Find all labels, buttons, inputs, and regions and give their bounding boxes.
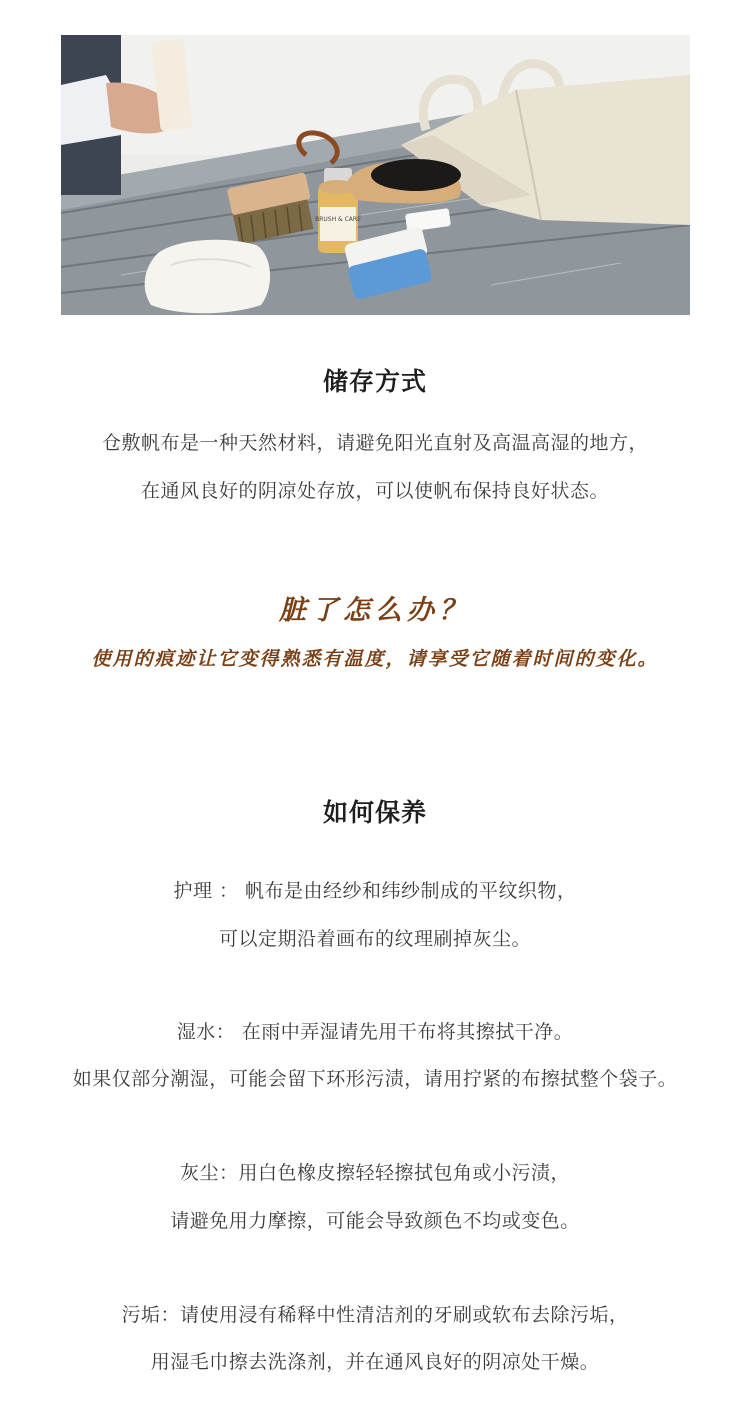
- care-item-line: 灰尘：用白色橡皮擦轻轻擦拭包角或小污渍，: [179, 1162, 570, 1184]
- care-item-line: 如果仅部分潮湿，可能会留下环形污渍，请用拧紧的布擦拭整个袋子。: [72, 1068, 678, 1090]
- hero-image: [61, 35, 690, 315]
- care-title: 如何保养: [322, 798, 427, 827]
- dirty-subtitle: 使用的痕迹让它变得熟悉有温度，请享受它随着时间的变化。: [91, 648, 659, 670]
- care-item-line: 可以定期沿着画布的纹理刷掉灰尘。: [218, 928, 531, 950]
- care-item-line: 请避免用力摩擦，可能会导致颜色不均或变色。: [170, 1210, 580, 1232]
- storage-line-2: 在通风良好的阴凉处存放，可以使帆布保持良好状态。: [140, 480, 609, 502]
- bottle-label: BRUSH & CARE: [315, 216, 361, 223]
- care-item-line: 污垢：请使用浸有稀释中性清洁剂的牙刷或软布去除污垢，: [121, 1304, 629, 1326]
- storage-title: 储存方式: [322, 367, 427, 396]
- dirty-title: 脏了怎么办？: [279, 595, 471, 626]
- care-kit-illustration: [61, 35, 690, 315]
- storage-line-1: 仓敷帆布是一种天然材料，请避免阳光直射及高温高湿的地方，: [101, 432, 648, 454]
- care-item-line: 湿水： 在雨中弄湿请先用干布将其擦拭干净。: [176, 1021, 574, 1043]
- care-item-line: 用湿毛巾擦去洗涤剂，并在通风良好的阴凉处干燥。: [150, 1351, 600, 1373]
- care-item-line: 护理 ： 帆布是由经纱和纬纱制成的平纹织物，: [173, 880, 577, 902]
